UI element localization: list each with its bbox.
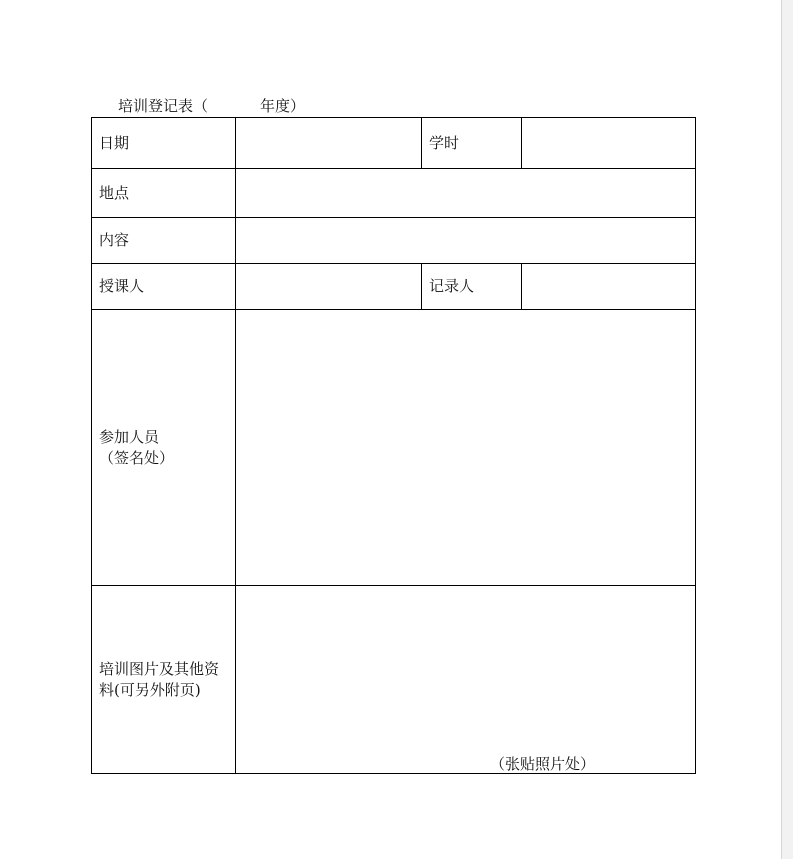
form-title bbox=[118, 95, 305, 116]
row-location bbox=[92, 169, 696, 218]
participants-label-line2: （签名处） bbox=[99, 448, 175, 467]
location-field[interactable] bbox=[236, 169, 696, 218]
row-materials bbox=[92, 586, 696, 774]
lecturer-label: 授课人 bbox=[92, 264, 236, 310]
content-field[interactable] bbox=[236, 218, 696, 264]
form-title-prefix: 培训登记表（ bbox=[118, 97, 209, 115]
date-field[interactable] bbox=[236, 118, 422, 169]
recorder-label: 记录人 bbox=[422, 264, 522, 310]
content-label: 内容 bbox=[92, 218, 236, 264]
materials-label bbox=[92, 586, 236, 774]
materials-area[interactable] bbox=[236, 586, 696, 774]
row-participants bbox=[92, 310, 696, 586]
hours-label: 学时 bbox=[422, 118, 522, 169]
row-lecturer bbox=[92, 264, 696, 310]
recorder-field[interactable] bbox=[522, 264, 696, 310]
location-label: 地点 bbox=[92, 169, 236, 218]
hours-field[interactable] bbox=[522, 118, 696, 169]
form-title-suffix: 年度） bbox=[260, 97, 306, 115]
photo-note: （张贴照片处） bbox=[490, 755, 596, 773]
row-content bbox=[92, 218, 696, 264]
participants-label bbox=[92, 310, 236, 586]
lecturer-field[interactable] bbox=[236, 264, 422, 310]
materials-label-line1: 培训图片及其他资 bbox=[99, 659, 220, 678]
participants-label-line1: 参加人员 bbox=[99, 427, 160, 446]
materials-label-line2: 料(可另外附页) bbox=[99, 680, 201, 699]
participants-signature-area[interactable] bbox=[236, 310, 696, 586]
page-edge bbox=[781, 0, 793, 859]
row-date bbox=[92, 118, 696, 169]
training-registration-table bbox=[91, 117, 696, 774]
date-label: 日期 bbox=[92, 118, 236, 169]
